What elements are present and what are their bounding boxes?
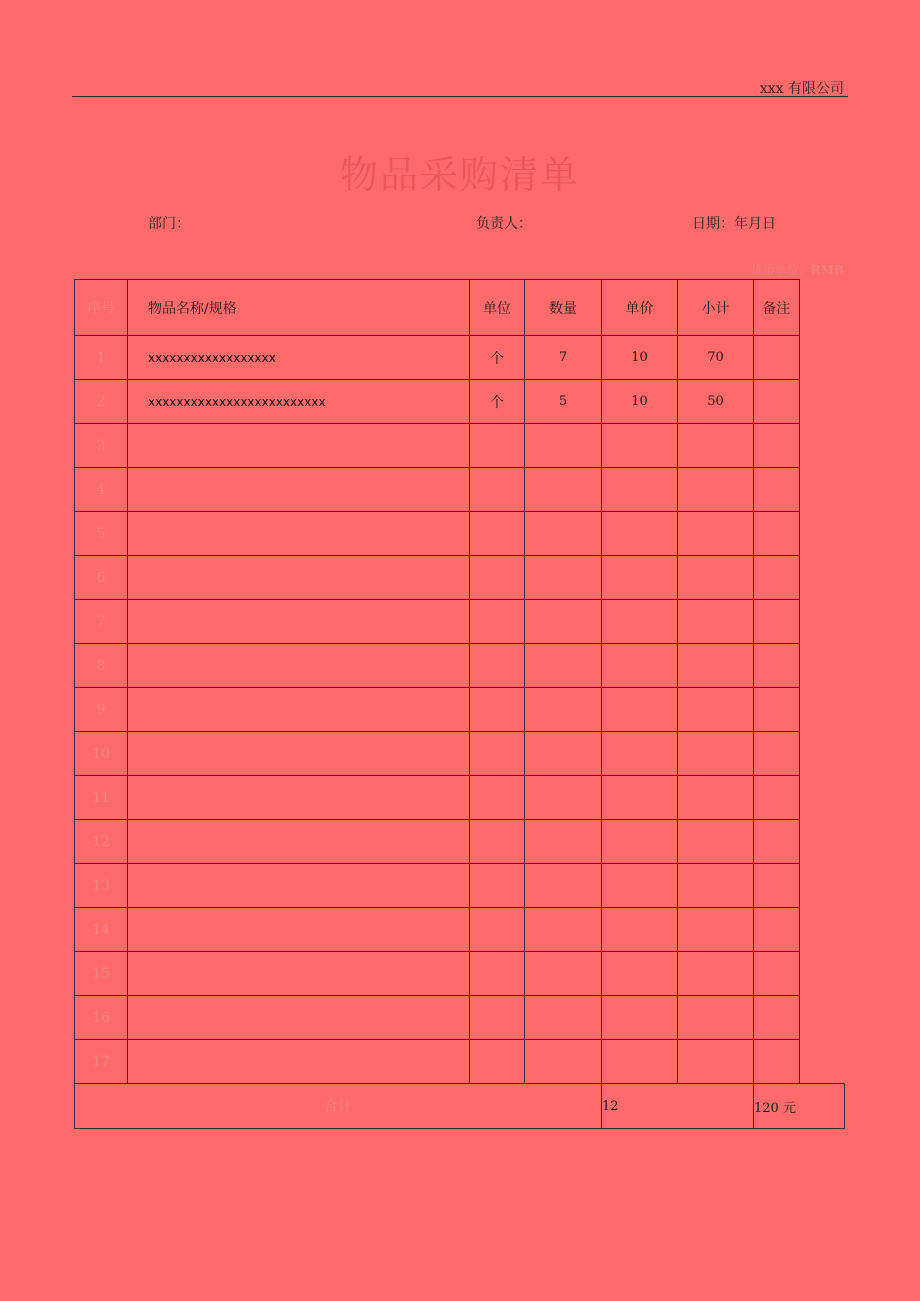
table-row	[75, 688, 845, 732]
header-item-name: 物品名称/规格	[128, 280, 470, 336]
table-row	[75, 1040, 845, 1084]
row-remarks	[754, 952, 800, 996]
row-unit-price	[602, 644, 678, 688]
total-amount: 120 元	[754, 1084, 845, 1129]
row-item-name	[128, 820, 470, 864]
row-quantity	[525, 820, 602, 864]
row-remarks	[754, 424, 800, 468]
purchase-table	[74, 279, 845, 1129]
row-quantity: 7	[525, 336, 602, 380]
row-subtotal	[678, 512, 754, 556]
row-unit-price	[602, 468, 678, 512]
row-unit-price	[602, 424, 678, 468]
row-unit	[470, 996, 525, 1040]
row-remarks	[754, 732, 800, 776]
row-item-name	[128, 556, 470, 600]
row-index: 11	[75, 776, 128, 820]
row-unit-price	[602, 688, 678, 732]
row-quantity	[525, 424, 602, 468]
row-item-name	[128, 424, 470, 468]
row-index: 6	[75, 556, 128, 600]
row-index: 14	[75, 908, 128, 952]
row-subtotal	[678, 688, 754, 732]
owner-label: 负责人：	[476, 216, 532, 232]
total-label: 合计	[75, 1084, 602, 1129]
table-row	[75, 380, 845, 424]
row-unit-price	[602, 864, 678, 908]
date-label: 日期：年月日	[692, 216, 776, 232]
row-item-name	[128, 908, 470, 952]
table-row	[75, 820, 845, 864]
row-index: 2	[75, 380, 128, 424]
row-item-name	[128, 600, 470, 644]
row-quantity	[525, 556, 602, 600]
table-header-row	[75, 280, 845, 336]
row-unit	[470, 776, 525, 820]
table-row	[75, 336, 845, 380]
row-unit-price	[602, 776, 678, 820]
row-remarks	[754, 1040, 800, 1084]
currency-code: RMB	[810, 263, 844, 277]
table-row	[75, 556, 845, 600]
row-quantity	[525, 732, 602, 776]
row-unit-price	[602, 952, 678, 996]
row-unit	[470, 644, 525, 688]
table-row	[75, 600, 845, 644]
row-item-name: xxxxxxxxxxxxxxxxxxxxxxxxx	[128, 380, 470, 424]
row-subtotal	[678, 468, 754, 512]
row-index: 12	[75, 820, 128, 864]
row-remarks	[754, 600, 800, 644]
row-quantity	[525, 996, 602, 1040]
row-quantity	[525, 468, 602, 512]
row-subtotal	[678, 952, 754, 996]
total-quantity: 12	[602, 1084, 754, 1129]
row-subtotal	[678, 820, 754, 864]
company-name: xxx 有限公司	[759, 81, 844, 97]
table-row	[75, 908, 845, 952]
header-index: 序号	[75, 280, 128, 336]
row-index: 7	[75, 600, 128, 644]
row-unit-price	[602, 512, 678, 556]
row-subtotal	[678, 1040, 754, 1084]
row-remarks	[754, 996, 800, 1040]
row-unit	[470, 732, 525, 776]
row-item-name	[128, 688, 470, 732]
row-remarks	[754, 864, 800, 908]
row-unit-price	[602, 1040, 678, 1084]
row-unit	[470, 512, 525, 556]
row-subtotal	[678, 864, 754, 908]
row-unit-price	[602, 556, 678, 600]
row-unit-price: 10	[602, 336, 678, 380]
row-index: 1	[75, 336, 128, 380]
row-subtotal	[678, 424, 754, 468]
header-unit: 单位	[470, 280, 525, 336]
row-unit	[470, 688, 525, 732]
row-remarks	[754, 380, 800, 424]
row-remarks	[754, 820, 800, 864]
row-remarks	[754, 688, 800, 732]
currency-note	[751, 261, 844, 278]
page-title: 物品采购清单	[339, 153, 580, 197]
row-item-name	[128, 512, 470, 556]
row-index: 3	[75, 424, 128, 468]
row-unit: 个	[470, 336, 525, 380]
row-remarks	[754, 644, 800, 688]
row-remarks	[754, 512, 800, 556]
table-row	[75, 424, 845, 468]
row-index: 15	[75, 952, 128, 996]
header-divider	[72, 96, 848, 97]
table-row	[75, 468, 845, 512]
table-row	[75, 864, 845, 908]
row-unit-price	[602, 732, 678, 776]
row-index: 13	[75, 864, 128, 908]
row-index: 16	[75, 996, 128, 1040]
row-quantity	[525, 864, 602, 908]
table-row	[75, 952, 845, 996]
row-item-name	[128, 996, 470, 1040]
row-index: 10	[75, 732, 128, 776]
header-unit-price: 单价	[602, 280, 678, 336]
row-quantity	[525, 1040, 602, 1084]
row-quantity	[525, 776, 602, 820]
row-subtotal	[678, 600, 754, 644]
row-quantity: 5	[525, 380, 602, 424]
header-remarks: 备注	[754, 280, 800, 336]
row-item-name	[128, 468, 470, 512]
row-remarks	[754, 776, 800, 820]
row-unit-price	[602, 600, 678, 644]
table-row	[75, 776, 845, 820]
row-subtotal	[678, 776, 754, 820]
row-remarks	[754, 468, 800, 512]
row-index: 17	[75, 1040, 128, 1084]
currency-label: 货币单位：	[750, 263, 811, 277]
row-unit	[470, 864, 525, 908]
row-index: 4	[75, 468, 128, 512]
row-unit-price	[602, 908, 678, 952]
table-row	[75, 732, 845, 776]
row-unit	[470, 424, 525, 468]
row-quantity	[525, 644, 602, 688]
row-index: 9	[75, 688, 128, 732]
row-quantity	[525, 952, 602, 996]
row-unit	[470, 952, 525, 996]
row-index: 8	[75, 644, 128, 688]
row-item-name	[128, 776, 470, 820]
department-label: 部门：	[148, 216, 190, 232]
row-subtotal: 50	[678, 380, 754, 424]
header-quantity: 数量	[525, 280, 602, 336]
row-unit-price	[602, 996, 678, 1040]
row-unit	[470, 556, 525, 600]
row-quantity	[525, 908, 602, 952]
row-subtotal	[678, 732, 754, 776]
row-item-name	[128, 732, 470, 776]
row-item-name: xxxxxxxxxxxxxxxxxx	[128, 336, 470, 380]
table-row	[75, 996, 845, 1040]
row-remarks	[754, 908, 800, 952]
row-quantity	[525, 600, 602, 644]
row-subtotal	[678, 644, 754, 688]
header-subtotal: 小计	[678, 280, 754, 336]
row-subtotal: 70	[678, 336, 754, 380]
row-remarks	[754, 336, 800, 380]
row-unit-price: 10	[602, 380, 678, 424]
row-item-name	[128, 1040, 470, 1084]
row-index: 5	[75, 512, 128, 556]
row-subtotal	[678, 908, 754, 952]
row-quantity	[525, 688, 602, 732]
row-subtotal	[678, 556, 754, 600]
row-remarks	[754, 556, 800, 600]
row-unit	[470, 468, 525, 512]
row-item-name	[128, 952, 470, 996]
row-subtotal	[678, 996, 754, 1040]
row-unit	[470, 908, 525, 952]
row-item-name	[128, 864, 470, 908]
table-row	[75, 644, 845, 688]
total-row	[75, 1084, 845, 1129]
row-unit-price	[602, 820, 678, 864]
row-unit: 个	[470, 380, 525, 424]
row-quantity	[525, 512, 602, 556]
row-unit	[470, 1040, 525, 1084]
table-row	[75, 512, 845, 556]
row-item-name	[128, 644, 470, 688]
row-unit	[470, 820, 525, 864]
row-unit	[470, 600, 525, 644]
